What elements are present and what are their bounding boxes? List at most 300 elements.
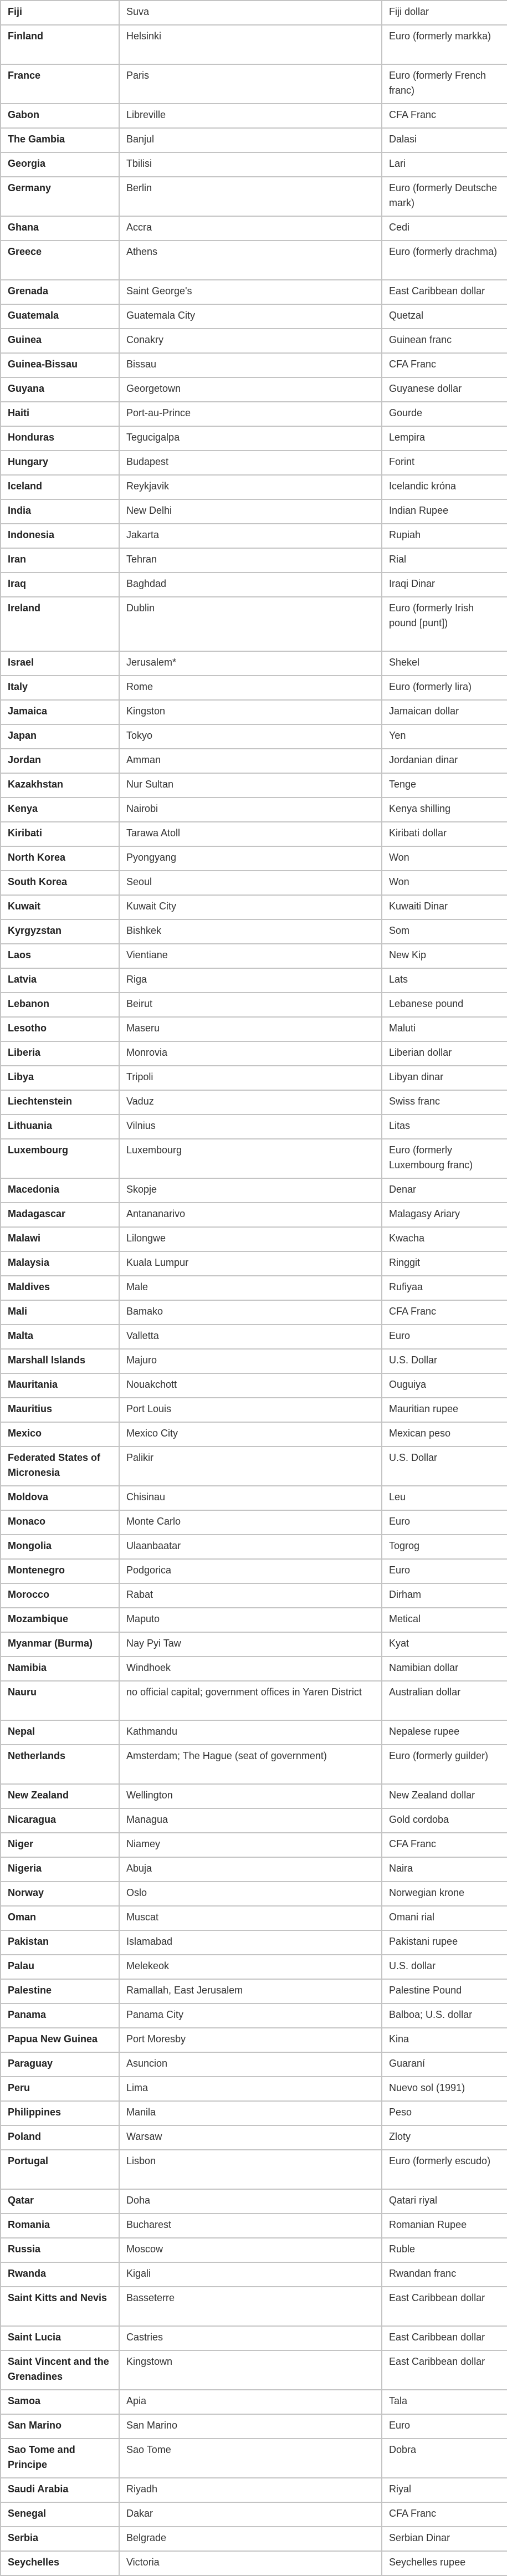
currency-cell: Kenya shilling — [382, 798, 507, 822]
capital-cell: Vaduz — [119, 1090, 382, 1115]
currency-cell: Euro — [382, 1325, 507, 1349]
capital-cell: Amman — [119, 749, 382, 773]
country-cell: Lithuania — [1, 1115, 119, 1139]
table-row — [1, 1325, 507, 1349]
country-cell: Iraq — [1, 573, 119, 597]
capital-cell: Guatemala City — [119, 304, 382, 329]
currency-cell: Kyat — [382, 1632, 507, 1657]
table-row — [1, 2003, 507, 2028]
currency-cell: Euro (formerly lira) — [382, 676, 507, 700]
table-row — [1, 2287, 507, 2326]
currency-cell: Euro — [382, 2414, 507, 2439]
table-row — [1, 1115, 507, 1139]
currency-cell: Lari — [382, 152, 507, 177]
table-row — [1, 2414, 507, 2439]
table-row — [1, 2350, 507, 2390]
table-row — [1, 1349, 507, 1373]
country-cell: Macedonia — [1, 1178, 119, 1203]
capital-cell: Jerusalem* — [119, 651, 382, 676]
capital-cell: Reykjavik — [119, 475, 382, 499]
country-cell: Palau — [1, 1955, 119, 1979]
currency-cell: Libyan dinar — [382, 1066, 507, 1090]
table-row — [1, 1, 507, 25]
capital-cell: San Marino — [119, 2414, 382, 2439]
country-cell: Guatemala — [1, 304, 119, 329]
table-row — [1, 1178, 507, 1203]
capital-cell: Palikir — [119, 1447, 382, 1486]
capital-cell: Tbilisi — [119, 152, 382, 177]
currency-cell: Euro (formerly escudo) — [382, 2150, 507, 2189]
table-row — [1, 2189, 507, 2214]
table-row — [1, 1300, 507, 1325]
currency-cell: Guyanese dollar — [382, 377, 507, 402]
table-row — [1, 304, 507, 329]
currency-cell: Forint — [382, 451, 507, 475]
currency-cell: Yen — [382, 724, 507, 749]
country-cell: Lebanon — [1, 993, 119, 1017]
table-row — [1, 216, 507, 241]
currency-cell: Kiribati dollar — [382, 822, 507, 846]
currency-cell: Pakistani rupee — [382, 1930, 507, 1955]
country-cell: Palestine — [1, 1979, 119, 2003]
country-cell: Kenya — [1, 798, 119, 822]
country-cell: Saint Kitts and Nevis — [1, 2287, 119, 2326]
capital-cell: Banjul — [119, 128, 382, 152]
table-row — [1, 2077, 507, 2101]
table-row — [1, 241, 507, 280]
country-cell: Russia — [1, 2238, 119, 2262]
table-row — [1, 1833, 507, 1857]
table-row — [1, 798, 507, 822]
currency-cell: Norwegian krone — [382, 1882, 507, 1906]
currency-cell: Rufiyaa — [382, 1276, 507, 1300]
country-cell: Mexico — [1, 1422, 119, 1447]
capital-cell: Berlin — [119, 177, 382, 216]
table-row — [1, 676, 507, 700]
currency-cell: New Zealand dollar — [382, 1784, 507, 1808]
capital-cell: Bishkek — [119, 919, 382, 944]
currency-cell: Mauritian rupee — [382, 1398, 507, 1422]
capital-cell: Kigali — [119, 2262, 382, 2287]
table-row — [1, 2390, 507, 2414]
table-row — [1, 1906, 507, 1930]
capital-cell: Accra — [119, 216, 382, 241]
country-cell: Malawi — [1, 1227, 119, 1251]
table-row — [1, 524, 507, 548]
table-row — [1, 104, 507, 128]
currency-cell: Ouguiya — [382, 1373, 507, 1398]
capital-cell: Nairobi — [119, 798, 382, 822]
capital-cell: Chisinau — [119, 1486, 382, 1510]
currency-cell: Riyal — [382, 2478, 507, 2502]
table-row — [1, 64, 507, 104]
table-row — [1, 2527, 507, 2551]
table-row — [1, 2150, 507, 2189]
currency-cell: Gold cordoba — [382, 1808, 507, 1833]
currency-cell: Kina — [382, 2028, 507, 2052]
capital-cell: Abuja — [119, 1857, 382, 1882]
table-row — [1, 1882, 507, 1906]
country-cell: Pakistan — [1, 1930, 119, 1955]
country-cell: Gabon — [1, 104, 119, 128]
currency-cell: Qatari riyal — [382, 2189, 507, 2214]
capital-cell: Luxembourg — [119, 1139, 382, 1178]
capital-cell: no official capital; government offices in Yaren District — [119, 1681, 382, 1720]
currency-cell: New Kip — [382, 944, 507, 968]
currency-cell: Balboa; U.S. dollar — [382, 2003, 507, 2028]
currency-cell: Rupiah — [382, 524, 507, 548]
capital-cell: Riga — [119, 968, 382, 993]
country-cell: Nicaragua — [1, 1808, 119, 1833]
currency-cell: Seychelles rupee — [382, 2551, 507, 2575]
capital-cell: Maputo — [119, 1608, 382, 1632]
currency-cell: Euro (formerly Irish pound [punt]) — [382, 597, 507, 651]
capital-cell: Port Moresby — [119, 2028, 382, 2052]
capital-cell: Bamako — [119, 1300, 382, 1325]
currency-cell: CFA Franc — [382, 104, 507, 128]
currency-cell: CFA Franc — [382, 1300, 507, 1325]
capital-cell: Baghdad — [119, 573, 382, 597]
table-row — [1, 2478, 507, 2502]
table-row — [1, 1808, 507, 1833]
currency-cell: Euro (formerly Luxembourg franc) — [382, 1139, 507, 1178]
table-row — [1, 1447, 507, 1486]
capital-cell: Podgorica — [119, 1559, 382, 1583]
currency-cell: Won — [382, 846, 507, 871]
currency-cell: Euro (formerly markka) — [382, 25, 507, 64]
capital-cell: Kingstown — [119, 2350, 382, 2390]
country-cell: Guinea — [1, 329, 119, 353]
country-cell: Philippines — [1, 2101, 119, 2125]
table-row — [1, 280, 507, 304]
country-cell: Norway — [1, 1882, 119, 1906]
capital-cell: Bissau — [119, 353, 382, 377]
capital-cell: Skopje — [119, 1178, 382, 1203]
capital-cell: Beirut — [119, 993, 382, 1017]
capital-cell: Libreville — [119, 104, 382, 128]
table-row — [1, 426, 507, 451]
currency-cell: Togrog — [382, 1535, 507, 1559]
table-row — [1, 871, 507, 895]
currency-cell: Serbian Dinar — [382, 2527, 507, 2551]
capital-cell: Rabat — [119, 1583, 382, 1608]
country-cell: Germany — [1, 177, 119, 216]
country-cell: Papua New Guinea — [1, 2028, 119, 2052]
capital-cell: Nay Pyi Taw — [119, 1632, 382, 1657]
country-cell: Paraguay — [1, 2052, 119, 2077]
capital-cell: Belgrade — [119, 2527, 382, 2551]
currency-cell: Tala — [382, 2390, 507, 2414]
capital-cell: Tripoli — [119, 1066, 382, 1090]
country-cell: Laos — [1, 944, 119, 968]
table-row — [1, 2439, 507, 2478]
capital-cell: Kingston — [119, 700, 382, 724]
capital-cell: Asuncion — [119, 2052, 382, 2077]
currency-cell: East Caribbean dollar — [382, 2326, 507, 2350]
country-cell: Saint Lucia — [1, 2326, 119, 2350]
country-cell: South Korea — [1, 871, 119, 895]
country-cell: Kazakhstan — [1, 773, 119, 798]
country-cell: Oman — [1, 1906, 119, 1930]
country-cell: France — [1, 64, 119, 104]
currency-cell: Iraqi Dinar — [382, 573, 507, 597]
currency-cell: Mexican peso — [382, 1422, 507, 1447]
currency-cell: Namibian dollar — [382, 1657, 507, 1681]
currency-cell: Cedi — [382, 216, 507, 241]
country-cell: Kuwait — [1, 895, 119, 919]
table-row — [1, 1535, 507, 1559]
country-cell: Kiribati — [1, 822, 119, 846]
currency-cell: Euro — [382, 1559, 507, 1583]
capital-cell: Castries — [119, 2326, 382, 2350]
table-row — [1, 651, 507, 676]
capital-cell: Muscat — [119, 1906, 382, 1930]
currency-cell: Maluti — [382, 1017, 507, 1041]
table-row — [1, 25, 507, 64]
country-cell: Romania — [1, 2214, 119, 2238]
country-cell: Fiji — [1, 1, 119, 25]
capital-cell: Ramallah, East Jerusalem — [119, 1979, 382, 2003]
table-row — [1, 1090, 507, 1115]
capital-cell: Oslo — [119, 1882, 382, 1906]
country-cell: Mali — [1, 1300, 119, 1325]
capital-cell: Paris — [119, 64, 382, 104]
table-row — [1, 749, 507, 773]
country-cell: Myanmar (Burma) — [1, 1632, 119, 1657]
capital-cell: Victoria — [119, 2551, 382, 2575]
currency-cell: Indian Rupee — [382, 499, 507, 524]
table-row — [1, 2262, 507, 2287]
table-row — [1, 1486, 507, 1510]
currency-cell: Jamaican dollar — [382, 700, 507, 724]
table-row — [1, 2238, 507, 2262]
capital-cell: Monrovia — [119, 1041, 382, 1066]
currency-cell: Liberian dollar — [382, 1041, 507, 1066]
currency-cell: U.S. Dollar — [382, 1447, 507, 1486]
capital-cell: New Delhi — [119, 499, 382, 524]
currency-cell: Shekel — [382, 651, 507, 676]
currency-cell: Malagasy Ariary — [382, 1203, 507, 1227]
country-cell: Liberia — [1, 1041, 119, 1066]
capital-cell: Islamabad — [119, 1930, 382, 1955]
currency-cell: Icelandic króna — [382, 475, 507, 499]
country-cell: Haiti — [1, 402, 119, 426]
capital-cell: Pyongyang — [119, 846, 382, 871]
currency-cell: Euro (formerly Deutsche mark) — [382, 177, 507, 216]
table-row — [1, 573, 507, 597]
currency-cell: Leu — [382, 1486, 507, 1510]
table-row — [1, 402, 507, 426]
country-cell: Portugal — [1, 2150, 119, 2189]
capital-cell: Male — [119, 1276, 382, 1300]
table-body — [1, 1, 507, 2575]
country-cell: Malaysia — [1, 1251, 119, 1276]
country-cell: Greece — [1, 241, 119, 280]
table-row — [1, 597, 507, 651]
currency-cell: Kuwaiti Dinar — [382, 895, 507, 919]
capital-cell: Warsaw — [119, 2125, 382, 2150]
country-cell: Japan — [1, 724, 119, 749]
capital-cell: Ulaanbaatar — [119, 1535, 382, 1559]
country-cell: Guinea-Bissau — [1, 353, 119, 377]
capital-cell: Tegucigalpa — [119, 426, 382, 451]
currency-cell: Lats — [382, 968, 507, 993]
currency-cell: Nepalese rupee — [382, 1720, 507, 1745]
country-cell: Ghana — [1, 216, 119, 241]
country-cell: Saint Vincent and the Grenadines — [1, 2350, 119, 2390]
capital-cell: Tehran — [119, 548, 382, 573]
country-cell: Mauritius — [1, 1398, 119, 1422]
country-cell: Qatar — [1, 2189, 119, 2214]
table-row — [1, 177, 507, 216]
country-cell: Jamaica — [1, 700, 119, 724]
capital-cell: Georgetown — [119, 377, 382, 402]
capital-cell: Port-au-Prince — [119, 402, 382, 426]
table-row — [1, 128, 507, 152]
table-row — [1, 1510, 507, 1535]
table-row — [1, 377, 507, 402]
table-row — [1, 1720, 507, 1745]
country-cell: Mongolia — [1, 1535, 119, 1559]
currency-cell: Australian dollar — [382, 1681, 507, 1720]
currency-cell: Lempira — [382, 426, 507, 451]
country-cell: Guyana — [1, 377, 119, 402]
capital-cell: Monte Carlo — [119, 1510, 382, 1535]
country-cell: India — [1, 499, 119, 524]
capital-cell: Apia — [119, 2390, 382, 2414]
country-cell: Nepal — [1, 1720, 119, 1745]
country-cell: North Korea — [1, 846, 119, 871]
country-cell: Indonesia — [1, 524, 119, 548]
country-cell: Madagascar — [1, 1203, 119, 1227]
currency-cell: Naira — [382, 1857, 507, 1882]
capital-cell: Manila — [119, 2101, 382, 2125]
country-cell: San Marino — [1, 2414, 119, 2439]
country-cell: Georgia — [1, 152, 119, 177]
currency-cell: Peso — [382, 2101, 507, 2125]
country-cell: Mauritania — [1, 1373, 119, 1398]
table-row — [1, 895, 507, 919]
table-row — [1, 2551, 507, 2575]
currency-cell: Dalasi — [382, 128, 507, 152]
capital-cell: Kathmandu — [119, 1720, 382, 1745]
capital-cell: Saint George's — [119, 280, 382, 304]
table-row — [1, 451, 507, 475]
currency-cell: Ruble — [382, 2238, 507, 2262]
country-cell: Malta — [1, 1325, 119, 1349]
country-cell: Saudi Arabia — [1, 2478, 119, 2502]
table-row — [1, 2028, 507, 2052]
table-row — [1, 1583, 507, 1608]
currency-cell: U.S. Dollar — [382, 1349, 507, 1373]
table-row — [1, 1373, 507, 1398]
country-cell: Netherlands — [1, 1745, 119, 1784]
currency-cell: Guaraní — [382, 2052, 507, 2077]
table-row — [1, 152, 507, 177]
country-cell: Lesotho — [1, 1017, 119, 1041]
country-cell: Kyrgyzstan — [1, 919, 119, 944]
table-row — [1, 1784, 507, 1808]
table-row — [1, 475, 507, 499]
table-row — [1, 724, 507, 749]
country-cell: Iceland — [1, 475, 119, 499]
capital-cell: Lima — [119, 2077, 382, 2101]
table-row — [1, 1398, 507, 1422]
capital-cell: Dakar — [119, 2502, 382, 2527]
capital-cell: Jakarta — [119, 524, 382, 548]
currency-cell: Ringgit — [382, 1251, 507, 1276]
country-cell: Liechtenstein — [1, 1090, 119, 1115]
country-cell: Israel — [1, 651, 119, 676]
currency-cell: Guinean franc — [382, 329, 507, 353]
country-cell: Montenegro — [1, 1559, 119, 1583]
country-cell: Monaco — [1, 1510, 119, 1535]
capital-cell: Rome — [119, 676, 382, 700]
currency-cell: Swiss franc — [382, 1090, 507, 1115]
currency-cell: CFA Franc — [382, 2502, 507, 2527]
country-cell: Poland — [1, 2125, 119, 2150]
capital-cell: Suva — [119, 1, 382, 25]
table-row — [1, 1745, 507, 1784]
country-cell: New Zealand — [1, 1784, 119, 1808]
table-row — [1, 822, 507, 846]
table-row — [1, 1608, 507, 1632]
table-row — [1, 846, 507, 871]
currency-cell: Lebanese pound — [382, 993, 507, 1017]
country-cell: Ireland — [1, 597, 119, 651]
country-cell: Peru — [1, 2077, 119, 2101]
country-cell: Nigeria — [1, 1857, 119, 1882]
currency-cell: Palestine Pound — [382, 1979, 507, 2003]
currency-cell: Fiji dollar — [382, 1, 507, 25]
table-row — [1, 1681, 507, 1720]
currency-cell: Tenge — [382, 773, 507, 798]
table-row — [1, 1066, 507, 1090]
currency-cell: Litas — [382, 1115, 507, 1139]
currency-cell: East Caribbean dollar — [382, 2287, 507, 2326]
table-row — [1, 2052, 507, 2077]
table-row — [1, 1203, 507, 1227]
country-cell: Italy — [1, 676, 119, 700]
capital-cell: Lisbon — [119, 2150, 382, 2189]
country-cell: Senegal — [1, 2502, 119, 2527]
table-row — [1, 1139, 507, 1178]
country-cell: Jordan — [1, 749, 119, 773]
country-cell: Hungary — [1, 451, 119, 475]
table-row — [1, 329, 507, 353]
table-row — [1, 2214, 507, 2238]
country-cell: Serbia — [1, 2527, 119, 2551]
table-row — [1, 1251, 507, 1276]
capital-cell: Panama City — [119, 2003, 382, 2028]
currency-cell: East Caribbean dollar — [382, 2350, 507, 2390]
country-cell: Latvia — [1, 968, 119, 993]
capital-cell: Amsterdam; The Hague (seat of government) — [119, 1745, 382, 1784]
table-row — [1, 2326, 507, 2350]
capital-cell: Budapest — [119, 451, 382, 475]
currency-cell: Zloty — [382, 2125, 507, 2150]
country-cell: Sao Tome and Principe — [1, 2439, 119, 2478]
currency-cell: Som — [382, 919, 507, 944]
currency-cell: Kwacha — [382, 1227, 507, 1251]
currency-cell: Rwandan franc — [382, 2262, 507, 2287]
country-cell: Iran — [1, 548, 119, 573]
table-row — [1, 1979, 507, 2003]
table-row — [1, 1857, 507, 1882]
capital-cell: Athens — [119, 241, 382, 280]
capital-cell: Doha — [119, 2189, 382, 2214]
capital-cell: Wellington — [119, 1784, 382, 1808]
